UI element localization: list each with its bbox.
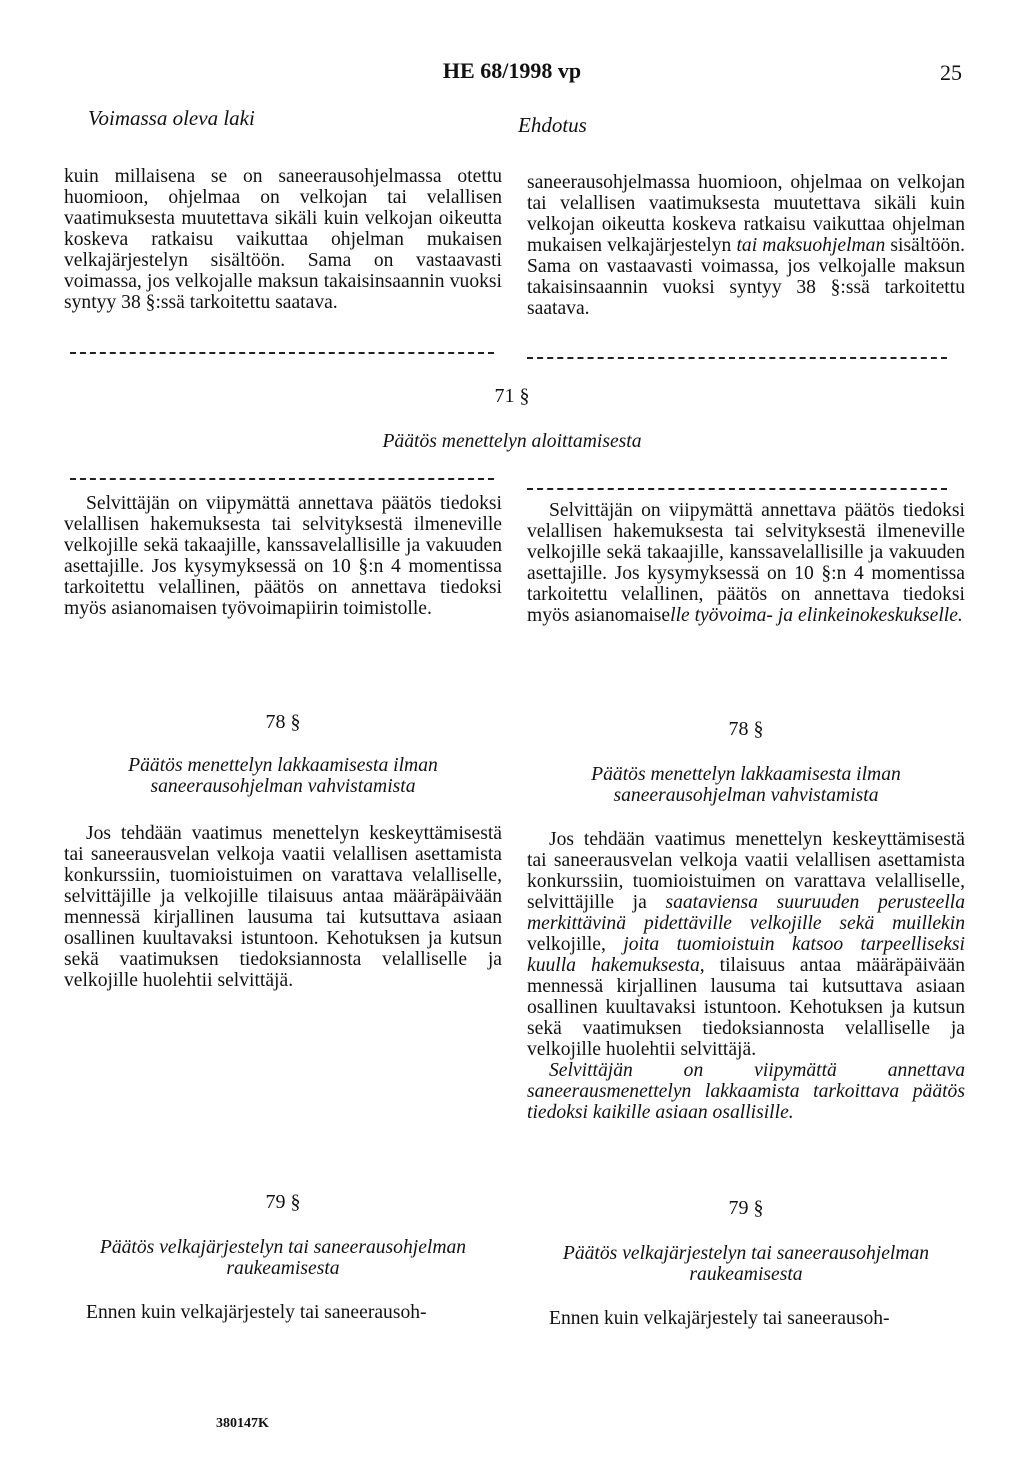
- right-continuation-paragraph: [527, 172, 965, 319]
- section-79-left-title: Päätös velkajärjestelyn tai saneerausohjelman raukeamisesta: [99, 1237, 467, 1279]
- italic-amendment: saataviensa suuruuden perusteella merkittävinä pidettäville velkojille sekä muillekin: [527, 892, 966, 934]
- left-column-heading: Voimassa oleva laki: [88, 106, 255, 130]
- right-omission-divider: [527, 488, 947, 490]
- section-71-right-paragraph: [527, 500, 965, 626]
- page-number: 25: [940, 60, 962, 85]
- section-78-right-new-paragraph: Selvittäjän on viipymättä annettava saneerausmenettelyn lakkaamista tarkoittava päätös tiedoksi kaikille asiaan osallisille.: [527, 1060, 965, 1123]
- section-78-left-title: Päätös menettelyn lakkaamisesta ilman saneerausohjelman vahvistamista: [128, 755, 438, 797]
- section-79-right-text: Ennen kuin velkajärjestely tai saneerausoh-: [549, 1308, 890, 1329]
- right-omission-divider: [527, 357, 947, 359]
- right-column-heading: Ehdotus: [518, 113, 587, 137]
- section-79-left-paragraph: [64, 1302, 502, 1323]
- section-79-left-text: Ennen kuin velkajärjestely tai saneerausoh-: [86, 1302, 427, 1323]
- section-78-right-paragraph: [527, 829, 965, 1123]
- left-omission-divider: [70, 478, 494, 480]
- text-run: velkojille,: [527, 934, 624, 955]
- italic-amendment: joita tuomioistuin katsoo tarpeelliseksi kuulla hakemuksesta,: [527, 934, 965, 976]
- right-continuation-text: [527, 172, 965, 319]
- document-code: 380147K: [216, 1416, 269, 1431]
- section-79-right-number: 79 §: [728, 1197, 764, 1219]
- text-run: Selvittäjän on viipymättä annettava päätös tiedoksi velallisen hakemuksesta tai selvityksestä ilmeneville velkojille sekä takaajille, kanssavelallisille ja vakuuden asettajille. Jos kysymyksessä on 10 §:n 4 momentissa tarkoitettu velallinen, päätös on annettava tiedoksi myös asianomaise: [527, 500, 965, 626]
- section-71-right-text: [527, 500, 965, 626]
- text-run: Jos tehdään vaatimus menettelyn keskeyttämisestä tai saneerausvelan velkoja vaatii velallisen asettamista konkurssiin, tuomioistuimen on varattava velalliselle, selvittäjille ja: [527, 829, 965, 913]
- section-78-right-number: 78 §: [728, 718, 764, 740]
- section-79-right-paragraph: [527, 1308, 965, 1329]
- section-78-right-title: Päätös menettelyn lakkaamisesta ilman saneerausohjelman vahvistamista: [591, 764, 901, 806]
- section-71-number: 71 §: [494, 385, 530, 407]
- text-run: sisältöön. Sama on vastaavasti voimassa, jos velkojalle maksun takaisinsaannin vuoksi syntyy 38 §:ssä tarkoitettu saatava.: [527, 235, 966, 319]
- italic-amendment: tai maksuohjelman: [736, 235, 886, 256]
- text-run: tilaisuus antaa määräpäivään mennessä kirjallinen lausuma tai kutsuttava asiaan osallinen kuultavaksi istuntoon. Kehotuksen ja kutsun sekä vaatimuksen tiedoksiannosta velalliselle ja velkojille huolehtii selvittäjä.: [527, 955, 966, 1060]
- section-71-title: Päätös menettelyn aloittamisesta: [382, 431, 642, 452]
- section-79-left-number: 79 §: [265, 1191, 301, 1213]
- section-78-right-text: [527, 829, 965, 1060]
- left-omission-divider: [70, 352, 494, 354]
- section-79-right-title: Päätös velkajärjestelyn tai saneerausohjelman raukeamisesta: [562, 1243, 930, 1285]
- document-header-title: HE 68/1998 vp: [442, 58, 582, 83]
- left-continuation-paragraph: [64, 166, 502, 313]
- left-continuation-text: kuin millaisena se on saneerausohjelmassa otettu huomioon, ohjelmaa on velkojan tai velallisen vaatimuksesta muutettava sikäli kuin velkojan oikeutta koskeva ratkaisu vaikuttaa ohjelman mukaisen velkajärjestelyn sisältöön. Sama on vastaavasti voimassa, jos velkojalle maksun takaisinsaannin vuoksi syntyy 38 §:ssä tarkoitettu saatava.: [64, 166, 502, 313]
- section-78-left-paragraph: [64, 823, 502, 991]
- italic-amendment: lle työvoima- ja elinkeinokeskukselle.: [670, 605, 963, 626]
- section-78-left-number: 78 §: [265, 711, 301, 733]
- section-71-left-text: Selvittäjän on viipymättä annettava päätös tiedoksi velallisen hakemuksesta tai selvityksestä ilmeneville velkojille sekä takaajille, kanssavelallisille ja vakuuden asettajille. Jos kysymyksessä on 10 §:n 4 momentissa tarkoitettu velallinen, päätös on annettava tiedoksi myös asianomaisen työvoimapiirin toimistolle.: [64, 493, 502, 619]
- section-78-left-text: Jos tehdään vaatimus menettelyn keskeyttämisestä tai saneerausvelan velkoja vaatii velallisen asettamista konkurssiin, tuomioistuimen on varattava velalliselle, selvittäjille ja velkojille tilaisuus antaa määräpäivään mennessä kirjallinen lausuma tai kutsuttava asiaan osallinen kuultavaksi istuntoon. Kehotuksen ja kutsun sekä vaatimuksen tiedoksiannosta velalliselle ja velkojille huolehtii selvittäjä.: [64, 823, 502, 991]
- text-run: saneerausohjelmassa huomioon, ohjelmaa on velkojan tai velallisen vaatimuksesta muutettava sikäli kuin velkojan oikeutta koskeva ratkaisu vaikuttaa ohjelman mukaisen velkajärjestelyn: [527, 172, 965, 256]
- section-71-left-paragraph: [64, 493, 502, 619]
